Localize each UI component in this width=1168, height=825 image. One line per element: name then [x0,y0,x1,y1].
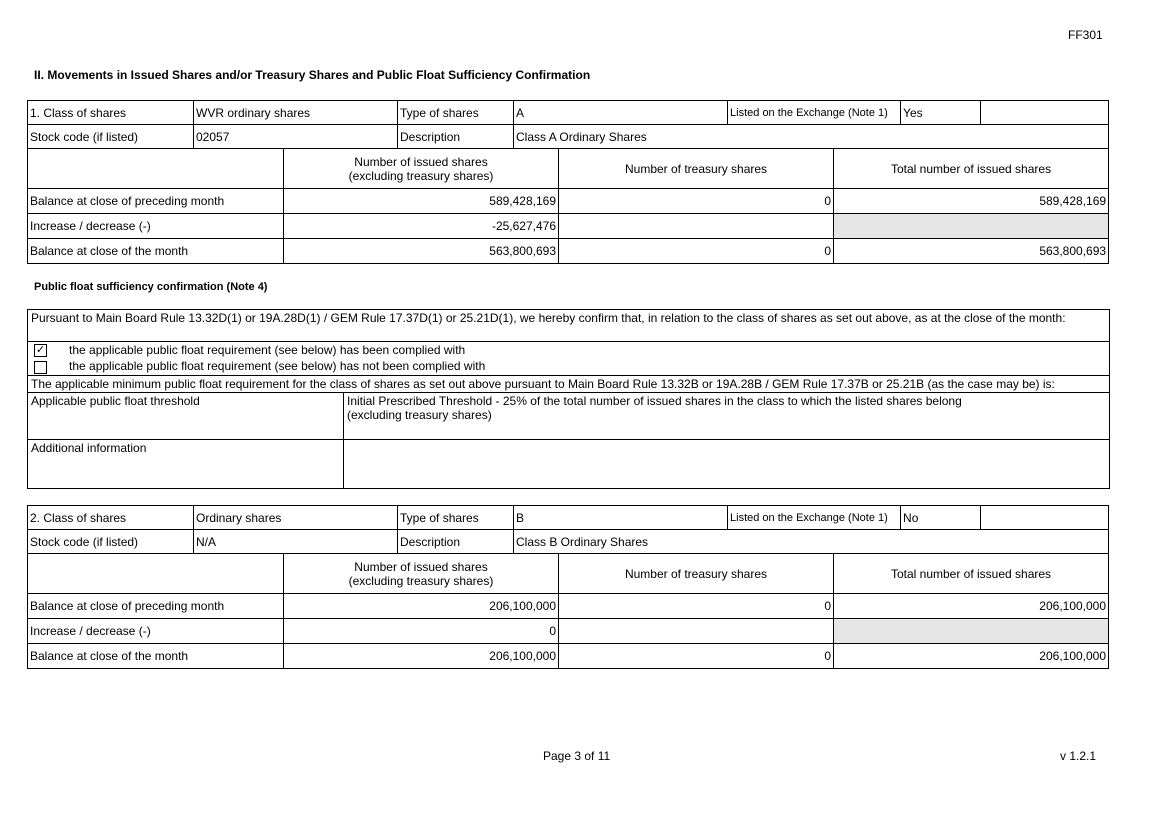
description-label: Description [398,530,514,554]
listed-label: Listed on the Exchange (Note 1) [728,101,901,125]
class-label: 2. Class of shares [28,506,194,530]
additional-info-value[interactable] [344,439,1110,488]
total-value [834,214,1109,239]
page-number: Page 3 of 11 [543,749,611,763]
minimum-requirement-text: The applicable minimum public float requirement for the class of shares as set out above pursuant to Main Board Rule 13.32B or 19A.28B / GEM Rule 17.37B or 25.21B (as the case may be) is: [28,375,1110,392]
table-row [28,644,1109,669]
total-value: 206,100,000 [834,594,1109,619]
class-2-table [27,505,1109,669]
blank-cell [981,101,1109,125]
total-value: 589,428,169 [834,189,1109,214]
issued-value: 206,100,000 [284,594,559,619]
not-complied-checkbox[interactable] [34,361,47,374]
table-row [28,239,1109,264]
col-issued-header: Number of issued shares (excluding treasury shares) [284,149,559,189]
col-total-header: Total number of issued shares [834,149,1109,189]
issued-value: 589,428,169 [284,189,559,214]
listed-label: Listed on the Exchange (Note 1) [728,506,901,530]
stock-code-value: N/A [194,530,398,554]
type-label: Type of shares [398,101,514,125]
public-float-table [27,309,1110,489]
form-code: FF301 [1068,28,1103,42]
blank-cell [981,506,1109,530]
threshold-label: Applicable public float threshold [28,392,344,439]
stock-code-value: 02057 [194,125,398,149]
stock-code-label: Stock code (if listed) [28,530,194,554]
not-complied-label: the applicable public float requirement (see below) has not been complied with [69,359,486,374]
treasury-value: 0 [559,189,834,214]
section-title: II. Movements in Issued Shares and/or Treasury Shares and Public Float Sufficiency Confirmation [34,68,591,82]
table-row [28,594,1109,619]
type-value: B [514,506,728,530]
row-label: Balance at close of preceding month [28,189,284,214]
complied-checkbox[interactable]: ✓ [35,344,46,357]
listed-value: Yes [901,101,981,125]
total-value: 563,800,693 [834,239,1109,264]
treasury-value [559,214,834,239]
table-row [28,214,1109,239]
class-value: Ordinary shares [194,506,398,530]
class-1-table [27,100,1109,264]
table-row [28,619,1109,644]
row-label: Increase / decrease (-) [28,619,284,644]
row-label: Balance at close of preceding month [28,594,284,619]
treasury-value: 0 [559,239,834,264]
class-value: WVR ordinary shares [194,101,398,125]
col-issued-header: Number of issued shares (excluding treasury shares) [284,554,559,594]
issued-value: 206,100,000 [284,644,559,669]
total-value: 206,100,000 [834,644,1109,669]
issued-value: -25,627,476 [284,214,559,239]
description-value: Class B Ordinary Shares [514,530,1109,554]
total-value [834,619,1109,644]
complied-label: the applicable public float requirement (see below) has been complied with [69,343,466,357]
class-label: 1. Class of shares [28,101,194,125]
row-label: Balance at close of the month [28,239,284,264]
description-value: Class A Ordinary Shares [514,125,1109,149]
additional-info-label: Additional information [28,439,344,488]
treasury-value [559,619,834,644]
type-value: A [514,101,728,125]
col-total-header: Total number of issued shares [834,554,1109,594]
stock-code-label: Stock code (if listed) [28,125,194,149]
treasury-value: 0 [559,594,834,619]
version: v 1.2.1 [1060,749,1097,763]
col-treasury-header: Number of treasury shares [559,149,834,189]
threshold-value: Initial Prescribed Threshold - 25% of the total number of issued shares in the class to which the listed shares belong (excluding treasury shares) [344,392,1110,439]
description-label: Description [398,125,514,149]
float-title: Public float sufficiency confirmation (Note 4) [34,281,268,293]
row-label: Balance at close of the month [28,644,284,669]
type-label: Type of shares [398,506,514,530]
issued-value: 563,800,693 [284,239,559,264]
float-intro: Pursuant to Main Board Rule 13.32D(1) or 19A.28D(1) / GEM Rule 17.37D(1) or 25.21D(1), we hereby confirm that, in relation to the class of shares as set out above, as at the close of the month: [28,310,1110,342]
issued-value: 0 [284,619,559,644]
table-row [28,189,1109,214]
treasury-value: 0 [559,644,834,669]
listed-value: No [901,506,981,530]
col-treasury-header: Number of treasury shares [559,554,834,594]
row-label: Increase / decrease (-) [28,214,284,239]
